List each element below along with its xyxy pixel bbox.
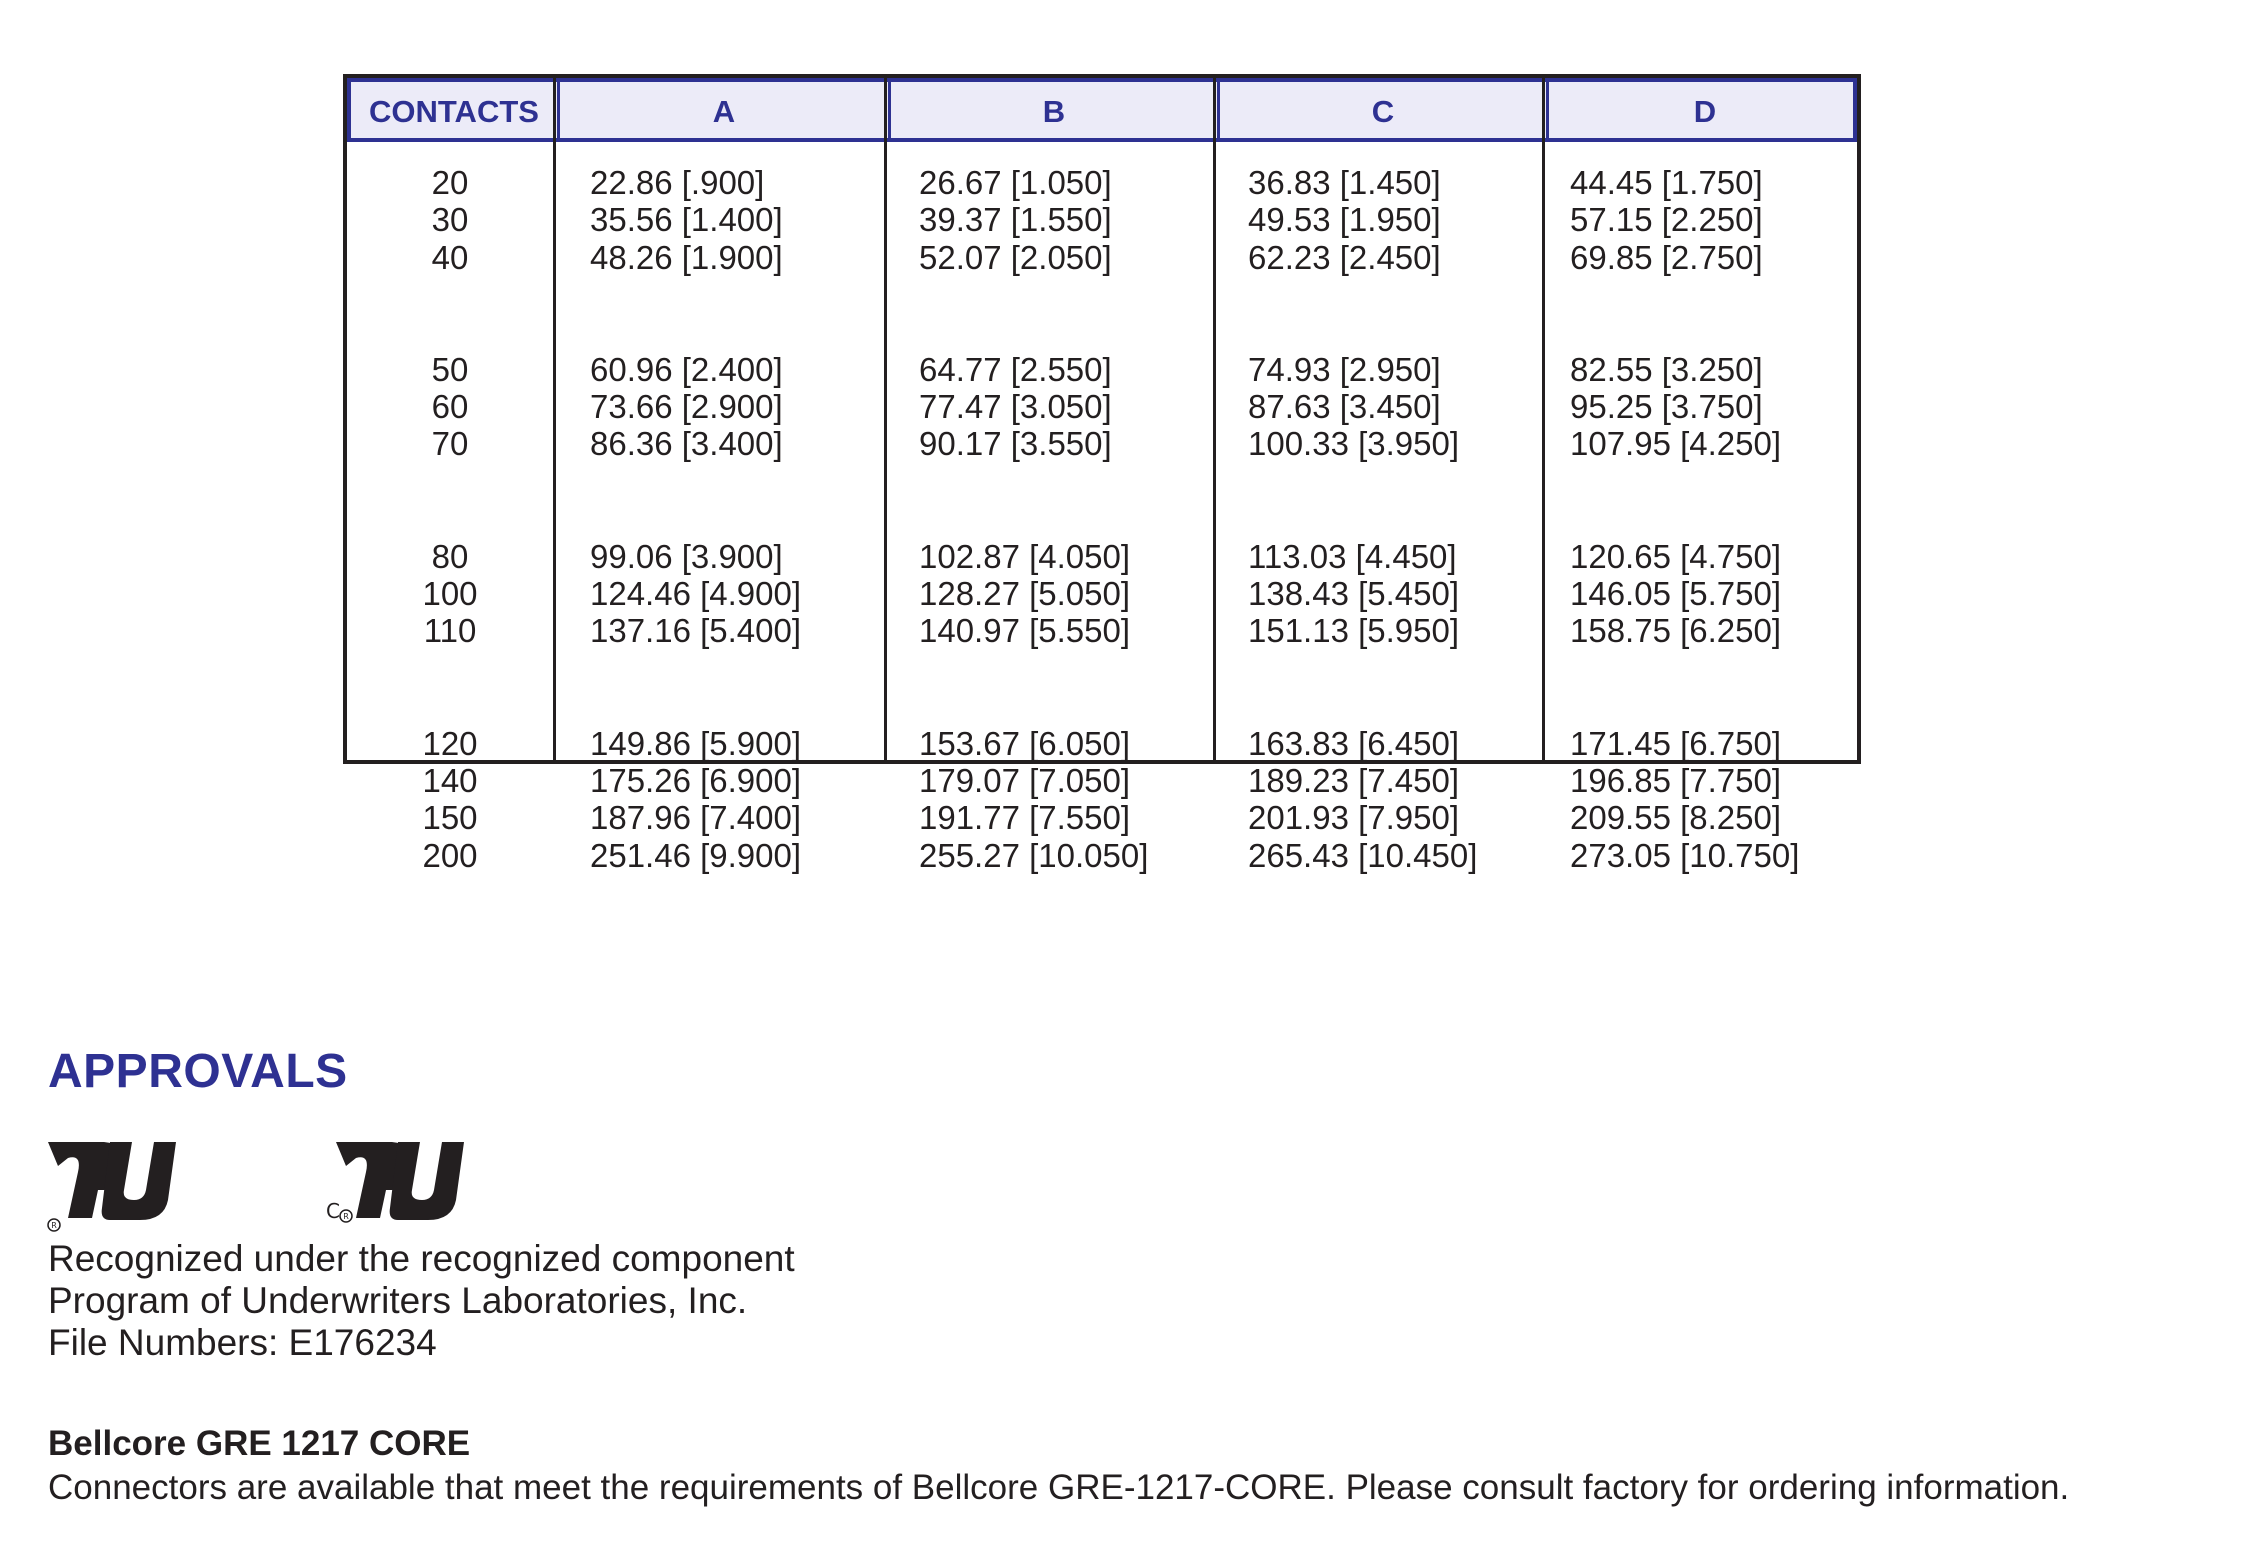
- ul-text-line: Recognized under the recognized component: [48, 1238, 795, 1279]
- dimension-cell: 69.85 [2.750]: [1570, 238, 1763, 276]
- bellcore-description: Connectors are available that meet the requirements of Bellcore GRE-1217-CORE. Please consult factory for ordering information.: [48, 1468, 2070, 1507]
- contacts-cell: 110: [423, 612, 477, 650]
- group-spacer: [590, 276, 880, 351]
- dimension-cell: 251.46 [9.900]: [590, 836, 802, 874]
- dimension-cell: 82.55 [3.250]: [1570, 350, 1763, 388]
- dimension-cell: 138.43 [5.450]: [1248, 575, 1460, 613]
- contacts-cell: 80: [431, 537, 469, 575]
- svg-text:R: R: [343, 1212, 349, 1221]
- contacts-cell: 120: [422, 724, 478, 762]
- dimension-cell: 99.06 [3.900]: [590, 537, 783, 575]
- dimension-cell: 57.15 [2.250]: [1570, 201, 1763, 239]
- column-contacts: [387, 164, 513, 874]
- column-a: [590, 164, 880, 874]
- dimension-cell: 196.85 [7.750]: [1570, 761, 1782, 799]
- group-spacer: [387, 276, 513, 351]
- dimension-cell: 22.86 [.900]: [590, 164, 765, 201]
- group-spacer: [919, 276, 1209, 351]
- dimension-cell: 44.45 [1.750]: [1570, 164, 1763, 201]
- contacts-cell: 70: [431, 425, 469, 463]
- dimension-cell: 175.26 [6.900]: [590, 761, 802, 799]
- header-c: C: [1371, 94, 1395, 129]
- column-c: [1248, 164, 1538, 874]
- contacts-cell: 150: [422, 799, 478, 837]
- dimension-cell: 151.13 [5.950]: [1248, 612, 1460, 650]
- dimension-cell: 62.23 [2.450]: [1248, 238, 1441, 276]
- svg-text:C: C: [326, 1199, 340, 1223]
- dimension-cell: 39.37 [1.550]: [919, 201, 1112, 239]
- bellcore-heading: Bellcore GRE 1217 CORE: [48, 1424, 471, 1463]
- column-d: [1570, 164, 1860, 874]
- contacts-cell: 100: [422, 575, 478, 613]
- dimension-cell: 26.67 [1.050]: [919, 164, 1112, 201]
- dimension-cell: 209.55 [8.250]: [1570, 799, 1782, 837]
- dimension-cell: 113.03 [4.450]: [1248, 537, 1457, 575]
- group-spacer: [1248, 650, 1538, 725]
- group-spacer: [919, 463, 1209, 538]
- group-spacer: [919, 650, 1209, 725]
- group-spacer: [1570, 650, 1860, 725]
- dimension-cell: 189.23 [7.450]: [1248, 761, 1460, 799]
- approvals-heading: APPROVALS: [48, 1045, 348, 1098]
- dimension-cell: 60.96 [2.400]: [590, 350, 783, 388]
- dimension-cell: 137.16 [5.400]: [590, 612, 802, 650]
- dimension-cell: 49.53 [1.950]: [1248, 201, 1441, 239]
- header-divider: [888, 82, 891, 138]
- dimension-cell: 153.67 [6.050]: [919, 724, 1131, 762]
- contacts-cell: 200: [422, 836, 478, 874]
- column-divider: [884, 78, 887, 760]
- table-header: [347, 78, 1857, 142]
- dimension-cell: 90.17 [3.550]: [919, 425, 1112, 463]
- dimension-cell: 52.07 [2.050]: [919, 238, 1112, 276]
- dimension-cell: 102.87 [4.050]: [919, 537, 1131, 575]
- group-spacer: [590, 463, 880, 538]
- dimensions-table: [343, 74, 1861, 874]
- contacts-cell: 50: [431, 350, 469, 388]
- group-spacer: [1570, 463, 1860, 538]
- dimension-cell: 95.25 [3.750]: [1570, 388, 1763, 426]
- group-spacer: [590, 650, 880, 725]
- header-contacts: CONTACTS: [369, 94, 539, 129]
- dimension-cell: 163.83 [6.450]: [1248, 724, 1460, 762]
- ul-text-line: File Numbers: E176234: [48, 1322, 437, 1363]
- dimension-cell: 187.96 [7.400]: [590, 799, 802, 837]
- contacts-cell: 60: [431, 388, 469, 426]
- dimension-cell: 273.05 [10.750]: [1570, 836, 1800, 874]
- dimension-cell: 201.93 [7.950]: [1248, 799, 1460, 837]
- group-spacer: [1570, 276, 1860, 351]
- dimension-cell: 64.77 [2.550]: [919, 350, 1112, 388]
- header-divider: [1217, 82, 1220, 138]
- group-spacer: [387, 650, 513, 725]
- column-b: [919, 164, 1209, 874]
- dimension-cell: 158.75 [6.250]: [1570, 612, 1782, 650]
- ul-recognition-text: [48, 1238, 795, 1364]
- svg-text:R: R: [51, 1221, 57, 1230]
- dimension-cell: 100.33 [3.950]: [1248, 425, 1460, 463]
- header-a: A: [712, 94, 736, 129]
- contacts-cell: 30: [431, 201, 469, 239]
- dimension-cell: 146.05 [5.750]: [1570, 575, 1782, 613]
- ul-text-line: Program of Underwriters Laboratories, Inc.: [48, 1280, 748, 1321]
- dimension-cell: 120.65 [4.750]: [1570, 537, 1782, 575]
- dimension-cell: 73.66 [2.900]: [590, 388, 783, 426]
- dimension-cell: 48.26 [1.900]: [590, 238, 783, 276]
- group-spacer: [1248, 463, 1538, 538]
- dimension-cell: 86.36 [3.400]: [590, 425, 783, 463]
- contacts-cell: 20: [431, 164, 469, 201]
- dimension-cell: 35.56 [1.400]: [590, 201, 783, 239]
- header-divider: [1546, 82, 1549, 138]
- header-d: D: [1693, 94, 1717, 129]
- header-b: B: [1042, 94, 1066, 129]
- c-ul-recognized-logo: [322, 1134, 482, 1234]
- dimension-cell: 87.63 [3.450]: [1248, 388, 1441, 426]
- header-divider: [557, 82, 560, 138]
- group-spacer: [1248, 276, 1538, 351]
- dimension-cell: 149.86 [5.900]: [590, 724, 802, 762]
- column-divider: [1542, 78, 1545, 760]
- dimension-cell: 191.77 [7.550]: [919, 799, 1131, 837]
- ul-recognized-logo: [44, 1134, 194, 1234]
- column-divider: [1213, 78, 1216, 760]
- column-divider: [553, 78, 556, 760]
- dimension-cell: 77.47 [3.050]: [919, 388, 1112, 426]
- dimension-cell: 255.27 [10.050]: [919, 836, 1149, 874]
- dimension-cell: 74.93 [2.950]: [1248, 350, 1441, 388]
- dimension-cell: 171.45 [6.750]: [1570, 724, 1782, 762]
- contacts-cell: 40: [431, 238, 469, 276]
- group-spacer: [387, 463, 513, 538]
- dimension-cell: 107.95 [4.250]: [1570, 425, 1782, 463]
- dimension-cell: 36.83 [1.450]: [1248, 164, 1441, 201]
- dimension-cell: 128.27 [5.050]: [919, 575, 1131, 613]
- dimension-cell: 179.07 [7.050]: [919, 761, 1131, 799]
- dimension-cell: 140.97 [5.550]: [919, 612, 1131, 650]
- dimension-cell: 124.46 [4.900]: [590, 575, 802, 613]
- contacts-cell: 140: [422, 761, 478, 799]
- dimension-cell: 265.43 [10.450]: [1248, 836, 1478, 874]
